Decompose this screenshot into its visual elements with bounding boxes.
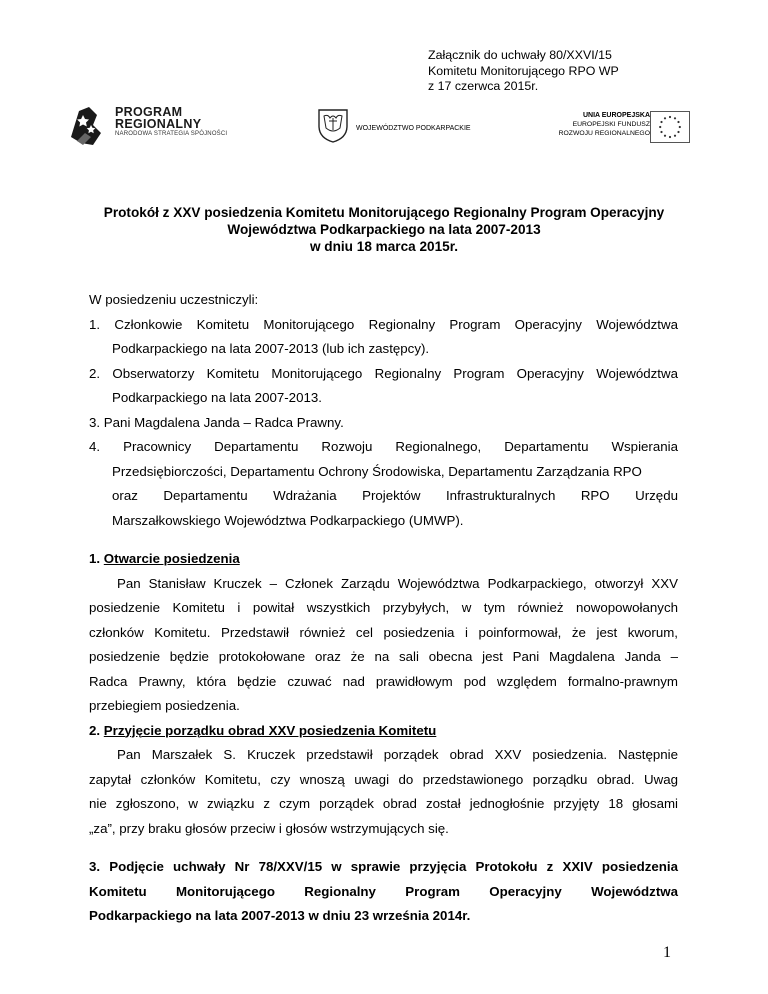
eu-logo [532,109,702,149]
attachment-line-1: Załącznik do uchwały 80/XXVI/15 [428,48,612,62]
attachment-line-3: z 17 czerwca 2015r. [428,79,539,93]
document-body [89,288,678,929]
attachment-line-2: Komitetu Monitorującego RPO WP [428,63,619,78]
program-subtitle: NARODOWA STRATEGIA SPÓJNOŚCI [115,131,228,137]
title-line-2: Województwa Podkarpackiego na lata 2007-2013 [227,222,541,237]
section-2-heading: 2. Przyjęcie porządku obrad XXV posiedzenia Komitetu [89,722,437,738]
participant-1: 1. Członkowie Komitetu Monitorującego Regionalny Program Operacyjny Województwa [89,316,678,332]
section-3-heading-1: 3. Podjęcie uchwały Nr 78/XXV/15 w sprawie przyjęcia Protokołu z XXIV posiedzenia [89,859,678,874]
participant-3: 3. Pani Magdalena Janda – Radca Prawny. [89,414,344,430]
document-title [60,204,708,255]
participant-2-cont: Podkarpackiego na lata 2007-2013. [112,390,322,405]
section-1-line-6: przebiegiem posiedzenia. [89,698,240,713]
eu-line-3: ROZWOJU REGIONALNEGO [558,130,650,137]
title-line-3: w dniu 18 marca 2015r. [309,239,459,254]
participant-2: 2. Obserwatorzy Komitetu Monitorującego Regionalny Program Operacyjny Województwa [89,365,678,381]
participant-4-cont-2: oraz Departamentu Wdrażania Projektów Infrastrukturalnych RPO Urzędu [112,488,678,503]
participant-4-cont-1: Przedsiębiorczości, Departamentu Ochrony Środowiska, Departamentu Zarządzania RPO [112,463,642,479]
program-line-2: REGIONALNY [115,117,202,131]
program-regionalny-logo [67,103,237,149]
participant-1-cont: Podkarpackiego na lata 2007-2013 (lub ich zastępcy). [112,341,430,356]
section-1-line-5: Radca Prawny, która będzie czuwać nad prawidłowym pod względem formalno-prawnym [89,673,678,689]
section-2-line-4: „za”, przy braku głosów przeciw i głosów wstrzymujących się. [89,820,449,836]
attachment-note [428,48,619,95]
section-1-line-3: członków Komitetu. Przedstawił również cel posiedzenia i poinformował, że jest kworum, [89,624,678,640]
participant-4: 4. Pracownicy Departamentu Rozwoju Regionalnego, Departamentu Wspierania [89,439,678,454]
voivodeship-logo [316,106,516,146]
section-1-heading: 1. Otwarcie posiedzenia [89,551,240,566]
eu-line-1: UNIA EUROPEJSKA [582,112,650,119]
page-number: 1 [663,944,671,961]
section-2-line-1: Pan Marszałek S. Kruczek przedstawił porządek obrad XXV posiedzenia. Następnie [117,747,678,762]
section-1-line-2: posiedzenie Komitetu i powitał wszystkich przybyłych, w tym również nowopowołanych [89,600,678,615]
eu-flag-icon [650,111,690,143]
voivodeship-coat-of-arms-icon [316,106,350,144]
voivodeship-name: WOJEWÓDZTWO PODKARPACKIE [356,125,471,132]
section-2-line-2: zapytał członków Komitetu, czy wnoszą uwagi do przedstawionego porządku obrad. Uwag [89,771,678,787]
section-1-line-1: Pan Stanisław Kruczek – Członek Zarządu Województwa Podkarpackiego, otworzył XXV [117,575,678,591]
title-line-1: Protokół z XXV posiedzenia Komitetu Monitorującego Regionalny Program Operacyjny [103,205,665,220]
section-2-line-3: nie zgłoszono, w związku z czym porządek obrad został jednogłośnie przyjęty 18 głosami [89,796,678,811]
program-regionalny-emblem-icon [67,103,111,149]
intro-text: W posiedzeniu uczestniczyli: [89,292,259,307]
section-1-line-4: posiedzenie będzie protokołowane oraz że na sali obecna jest Pani Magdalena Janda – [89,649,678,664]
eu-line-2: EUROPEJSKI FUNDUSZ [572,121,650,128]
section-3-heading-3: Podkarpackiego na lata 2007-2013 w dniu 23 września 2014r. [89,908,471,923]
participant-4-cont-3: Marszałkowskiego Województwa Podkarpackiego (UMWP). [112,512,464,528]
section-3-heading-2: Komitetu Monitorującego Regionalny Program Operacyjny Województwa [89,883,678,899]
program-line-1: PROGRAM [115,105,183,119]
